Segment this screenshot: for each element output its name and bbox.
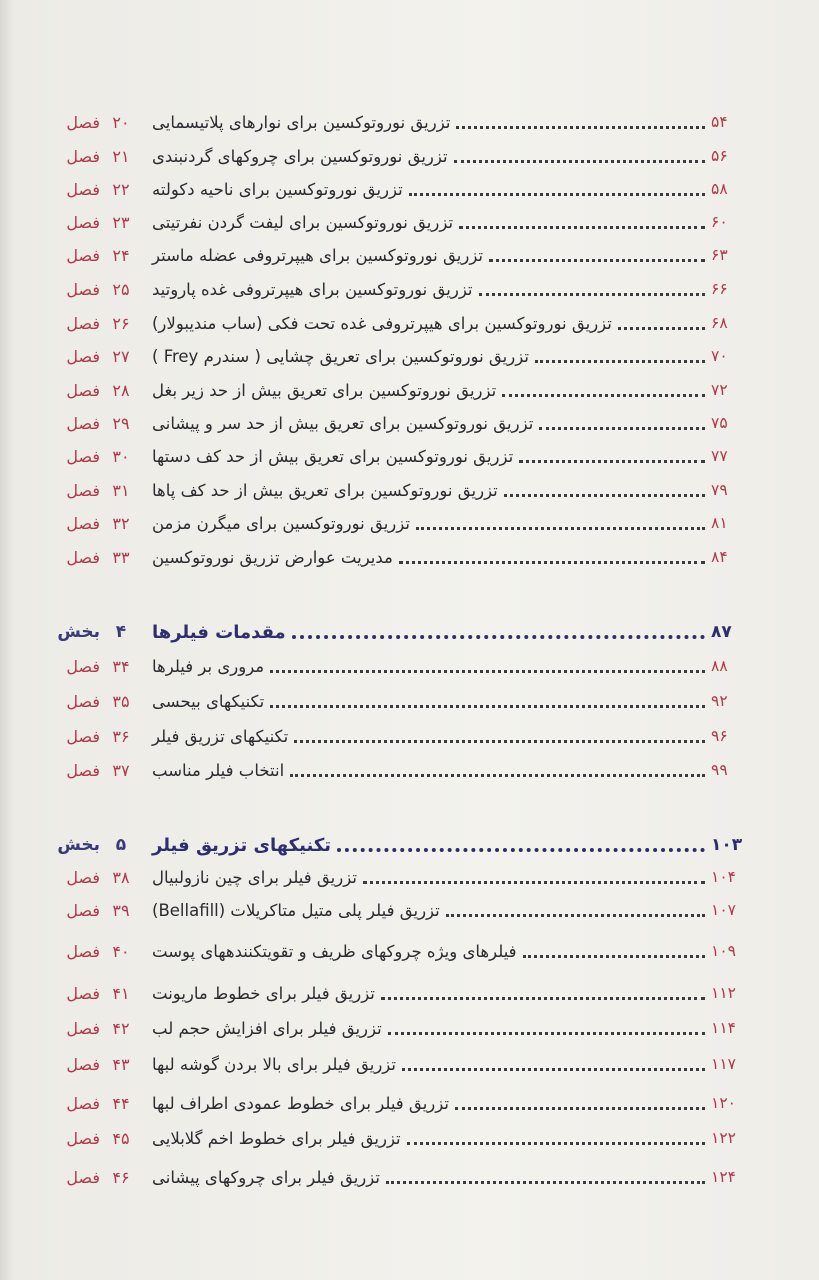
part-number: ۵ (115, 835, 127, 855)
chapter-title: تزریق نوروتوکسین برای تعریق چشایی ( سندرم Frey ) (152, 346, 529, 366)
chapter-title: تزریق نوروتوکسین برای تعریق بیش از حد کف پاها (152, 480, 498, 500)
chapter-number: ۳۰ (112, 446, 130, 466)
page-number: ۱۱۴ (711, 1019, 736, 1037)
chapter-label: فصل (66, 547, 100, 567)
chapter-label: فصل (66, 513, 100, 533)
page-number: ۵۴ (711, 113, 728, 131)
chapter-label: فصل (66, 1167, 100, 1187)
dot-leader (489, 257, 705, 262)
chapter-title: مدیریت عوارض تزریق نوروتوکسین (152, 547, 393, 567)
chapter-number: ۴۴ (112, 1093, 130, 1113)
dot-leader (459, 224, 705, 229)
page-number: ۱۲۴ (711, 1168, 736, 1186)
chapter-title: تزریق نوروتوکسین برای میگرن مزمن (152, 513, 410, 533)
page-number: ۷۹ (711, 481, 728, 499)
chapter-number: ۳۱ (112, 480, 130, 500)
toc-part-row (36, 617, 751, 647)
chapter-title: فیلرهای ویژه چروکهای ظریف و تقویتکنندههای پوست (152, 941, 517, 961)
dot-leader (294, 738, 705, 743)
chapter-title: تزریق نوروتوکسین برای تعریق بیش از حد زیر بغل (152, 380, 497, 400)
dot-leader (456, 124, 705, 129)
page-number: ۱۱۷ (711, 1055, 736, 1073)
chapter-title: تزریق نوروتوکسین برای چروکهای گردنبندی (152, 146, 448, 166)
page-number: ۱۰۳ (711, 835, 743, 855)
chapter-title: تزریق نوروتوکسین برای هیپرتروفی غده تحت فکی (ساب مندیبولار) (152, 313, 612, 333)
chapter-number: ۲۸ (112, 380, 130, 400)
toc-chapter-row (36, 1162, 751, 1192)
chapter-number: ۲۲ (112, 179, 130, 199)
chapter-number: ۲۶ (112, 313, 130, 333)
chapter-label: فصل (66, 656, 100, 676)
chapter-label: فصل (66, 1128, 100, 1148)
chapter-label: فصل (66, 1018, 100, 1038)
page-number: ۱۰۴ (711, 868, 736, 886)
chapter-label: فصل (66, 313, 100, 333)
page-number: ۷۵ (711, 414, 728, 432)
chapter-label: فصل (66, 179, 100, 199)
chapter-number: ۲۷ (112, 346, 130, 366)
page-number: ۱۰۹ (711, 942, 736, 960)
page-number: ۶۶ (711, 280, 728, 298)
page-number: ۶۰ (711, 213, 728, 231)
part-label: بخش (57, 622, 100, 642)
chapter-title: تزریق فیلر برای چروکهای پیشانی (152, 1167, 380, 1187)
dot-leader (399, 559, 705, 564)
page-number: ۱۲۲ (711, 1129, 736, 1147)
toc-chapter-row (36, 308, 751, 338)
part-label: بخش (57, 835, 100, 855)
page-number: ۱۱۲ (711, 984, 736, 1002)
toc-chapter-row (36, 651, 751, 681)
toc-chapter-row (36, 375, 751, 405)
dot-leader (454, 158, 705, 163)
toc-chapter-row (36, 1049, 751, 1079)
chapter-title: تزریق نوروتوکسین برای ناحیه دکولته (152, 179, 403, 199)
page-number: ۸۱ (711, 514, 728, 532)
chapter-label: فصل (66, 1093, 100, 1113)
chapter-label: فصل (66, 245, 100, 265)
dot-leader (337, 846, 705, 852)
chapter-number: ۳۳ (112, 547, 130, 567)
chapter-title: تزریق فیلر برای افزایش حجم لب (152, 1018, 382, 1038)
chapter-title: تزریق نوروتوکسین برای لیفت گردن نفرتیتی (152, 212, 454, 232)
chapter-number: ۳۶ (112, 726, 130, 746)
toc-chapter-row (36, 475, 751, 505)
page-number: ۱۰۷ (711, 901, 736, 919)
chapter-title: تزریق فیلر پلی متیل متاکریلات (Bellafill) (152, 900, 440, 920)
chapter-title: تزریق فیلر برای بالا بردن گوشه لبها (152, 1054, 396, 1074)
toc-chapter-row (36, 508, 751, 538)
toc-part-row (36, 830, 751, 860)
toc-chapter-row (36, 1088, 751, 1118)
page-number: ۷۲ (711, 381, 728, 399)
chapter-number: ۴۰ (112, 941, 130, 961)
dot-leader (479, 291, 705, 296)
chapter-title: تزریق نوروتوکسین برای نوارهای پلاتیسمایی (152, 112, 451, 132)
chapter-label: فصل (66, 760, 100, 780)
chapter-title: تزریق نوروتوکسین برای تعریق بیش از حد کف دستها (152, 446, 514, 466)
dot-leader (504, 492, 705, 497)
chapter-title: تزریق فیلر برای خطوط ماریونت (152, 983, 375, 1003)
chapter-number: ۴۲ (112, 1018, 130, 1038)
toc-chapter-row (36, 240, 751, 270)
chapter-label: فصل (66, 380, 100, 400)
page-number: ۹۹ (711, 761, 728, 779)
page-number: ۱۲۰ (711, 1094, 736, 1112)
toc-chapter-row (36, 721, 751, 751)
dot-leader (290, 772, 705, 777)
toc-chapter-row (36, 274, 751, 304)
part-title: تکنیکهای تزریق فیلر (152, 834, 332, 856)
chapter-title: تزریق فیلر برای خطوط اخم گلابلایی (152, 1128, 401, 1148)
chapter-label: فصل (66, 1054, 100, 1074)
page-number: ۷۷ (711, 447, 728, 465)
dot-leader (363, 879, 705, 884)
chapter-title: تزریق نوروتوکسین برای هیپرتروفی عضله ماستر (152, 245, 484, 265)
dot-leader (523, 953, 705, 958)
chapter-label: فصل (66, 983, 100, 1003)
chapter-label: فصل (66, 726, 100, 746)
dot-leader (270, 668, 705, 673)
chapter-number: ۳۷ (112, 760, 130, 780)
dot-leader (519, 458, 705, 463)
chapter-number: ۳۸ (112, 867, 130, 887)
chapter-label: فصل (66, 941, 100, 961)
dot-leader (502, 392, 705, 397)
toc-chapter-row (36, 936, 751, 966)
part-title: مقدمات فیلرها (152, 621, 286, 643)
chapter-label: فصل (66, 212, 100, 232)
toc-chapter-row (36, 441, 751, 471)
toc-chapter-row (36, 174, 751, 204)
chapter-number: ۳۹ (112, 900, 130, 920)
chapter-label: فصل (66, 900, 100, 920)
dot-leader (455, 1105, 705, 1110)
chapter-number: ۳۲ (112, 513, 130, 533)
page-number: ۹۶ (711, 727, 728, 745)
chapter-title: تزریق نوروتوکسین برای هیپرتروفی غده پاروتید (152, 279, 473, 299)
chapter-label: فصل (66, 146, 100, 166)
page-number: ۷۰ (711, 347, 728, 365)
toc-chapter-row (36, 542, 751, 572)
page-number: ۸۸ (711, 657, 728, 675)
chapter-label: فصل (66, 346, 100, 366)
part-number: ۴ (115, 622, 127, 642)
dot-leader (535, 358, 705, 363)
chapter-number: ۲۰ (112, 112, 130, 132)
toc-chapter-row (36, 862, 751, 892)
chapter-title: تکنیکهای بیحسی (152, 691, 265, 711)
chapter-number: ۲۱ (112, 146, 130, 166)
chapter-title: انتخاب فیلر مناسب (152, 760, 285, 780)
chapter-number: ۲۳ (112, 212, 130, 232)
dot-leader (539, 425, 705, 430)
page-number: ۸۴ (711, 548, 728, 566)
chapter-number: ۴۵ (112, 1128, 130, 1148)
toc-chapter-row (36, 978, 751, 1008)
dot-leader (270, 703, 705, 708)
dot-leader (386, 1179, 705, 1184)
toc-chapter-row (36, 686, 751, 716)
chapter-label: فصل (66, 446, 100, 466)
chapter-label: فصل (66, 867, 100, 887)
toc-chapter-row (36, 341, 751, 371)
chapter-number: ۳۴ (112, 656, 130, 676)
chapter-number: ۴۱ (112, 983, 130, 1003)
toc-chapter-row (36, 755, 751, 785)
dot-leader (416, 525, 705, 530)
chapter-label: فصل (66, 691, 100, 711)
chapter-label: فصل (66, 413, 100, 433)
chapter-number: ۲۴ (112, 245, 130, 265)
chapter-label: فصل (66, 279, 100, 299)
dot-leader (381, 995, 705, 1000)
chapter-title: مروری بر فیلرها (152, 656, 265, 676)
chapter-number: ۴۳ (112, 1054, 130, 1074)
chapter-label: فصل (66, 112, 100, 132)
chapter-number: ۴۶ (112, 1167, 130, 1187)
toc-chapter-row (36, 895, 751, 925)
toc-chapter-row (36, 1123, 751, 1153)
chapter-number: ۲۵ (112, 279, 130, 299)
page-number: ۸۷ (711, 622, 732, 642)
dot-leader (618, 325, 705, 330)
chapter-number: ۳۵ (112, 691, 130, 711)
page-number: ۶۳ (711, 246, 728, 264)
chapter-title: تزریق فیلر برای چین نازولبیال (152, 867, 357, 887)
chapter-title: تزریق نوروتوکسین برای تعریق بیش از حد سر و پیشانی (152, 413, 534, 433)
dot-leader (446, 912, 705, 917)
toc-chapter-row (36, 207, 751, 237)
dot-leader (409, 191, 705, 196)
chapter-title: تزریق فیلر برای خطوط عمودی اطراف لبها (152, 1093, 449, 1113)
dot-leader (402, 1066, 705, 1071)
page-number: ۵۸ (711, 180, 728, 198)
page-number: ۶۸ (711, 314, 728, 332)
toc-chapter-row (36, 107, 751, 137)
chapter-label: فصل (66, 480, 100, 500)
dot-leader (292, 633, 705, 639)
page-number: ۹۲ (711, 692, 728, 710)
toc-chapter-row (36, 408, 751, 438)
page-number: ۵۶ (711, 147, 728, 165)
chapter-number: ۲۹ (112, 413, 130, 433)
chapter-title: تکنیکهای تزریق فیلر (152, 726, 289, 746)
dot-leader (407, 1140, 705, 1145)
toc-chapter-row (36, 141, 751, 171)
dot-leader (388, 1030, 705, 1035)
toc-chapter-row (36, 1013, 751, 1043)
